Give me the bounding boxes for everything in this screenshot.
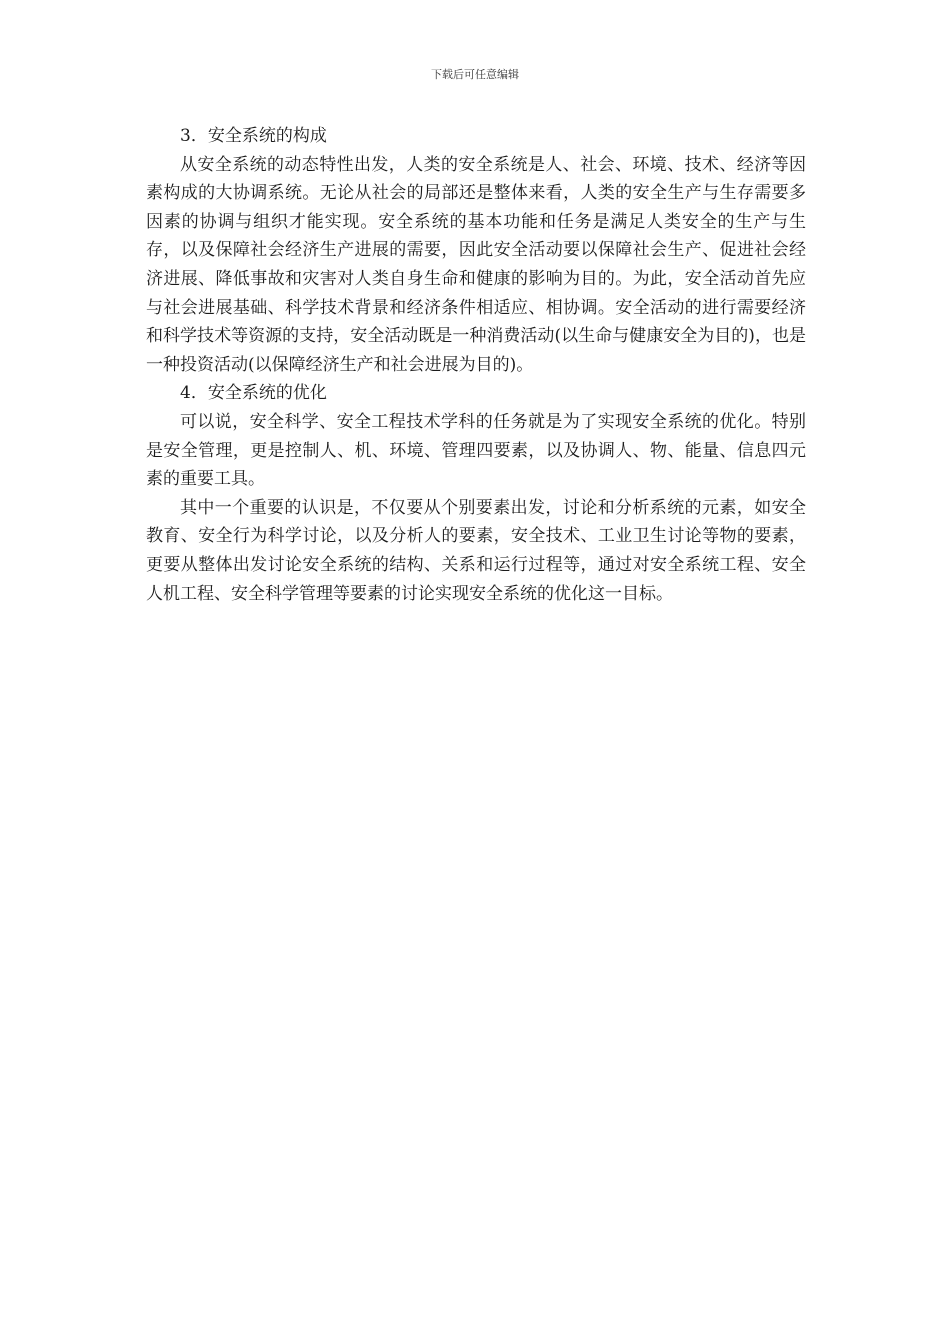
section-heading: 3．安全系统的构成 [180,126,327,146]
paragraph: 其中一个重要的认识是，不仅要从个别要素出发，讨论和分析系统的元素，如安全教育、安全行为科学讨论，以及分析人的要素，安全技术、工业卫生讨论等物的要素，更要从整体出发讨论安全系统的结构、关系和运行过程等，通过对安全系统工程、安全人机工程、安全科学管理等要素的讨论实现安全系统的优化这一目标。 [146,497,806,604]
document-body [146,122,806,608]
paragraph: 可以说，安全科学、安全工程技术学科的任务就是为了实现安全系统的优化。特别是安全管理，更是控制人、机、环境、管理四要素，以及协调人、物、能量、信息四元素的重要工具。 [146,411,806,490]
paragraph: 从安全系统的动态特性出发，人类的安全系统是人、社会、环境、技术、经济等因素构成的大协调系统。无论从社会的局部还是整体来看，人类的安全生产与生存需要多因素的协调与组织才能实现。安全系统的基本功能和任务是满足人类安全的生产与生存，以及保障社会经济生产进展的需要，因此安全活动要以保障社会生产、促进社会经济进展、降低事故和灾害对人类自身生命和健康的影响为目的。为此，安全活动首先应与社会进展基础、科学技术背景和经济条件相适应、相协调。安全活动的进行需要经济和科学技术等资源的支持，安全活动既是一种消费活动(以生命与健康安全为目的)，也是一种投资活动(以保障经济生产和社会进展为目的)。 [146,154,806,375]
header-note: 下载后可任意编辑 [431,68,519,81]
section-heading: 4．安全系统的优化 [180,383,327,404]
